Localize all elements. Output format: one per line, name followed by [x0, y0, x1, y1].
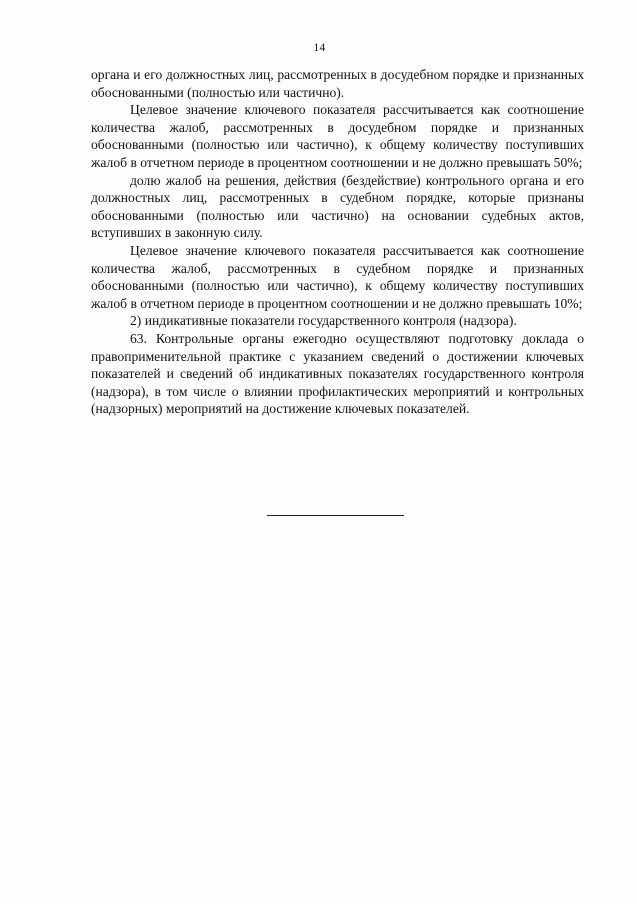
end-of-document-rule	[267, 515, 404, 516]
paragraph-indicative-indicators: 2) индикативные показатели государственного контроля (надзора).	[130, 313, 517, 329]
paragraph-target-value-pretrial: Целевое значение ключевого показателя рассчитывается как соотношение количества жалоб, рассмотренных в досудебном порядке и признанных обоснованными (полностью или частично), к общему количеству поступивших жалоб в отчетном периоде в процентном соотношении и не должно превышать 50%;	[91, 102, 584, 170]
paragraph-target-value-court: Целевое значение ключевого показателя рассчитывается как соотношение количества жалоб, рассмотренных в судебном порядке и признанных обоснованными (полностью или частично), к общему количеству поступивших жалоб в отчетном периоде в процентном соотношении и не должно превышать 10%;	[91, 242, 584, 311]
document-body	[91, 66, 584, 418]
paragraph-item-63: 63. Контрольные органы ежегодно осуществляют подготовку доклада о правоприменительной практике с указанием сведений о достижении ключевых показателей и сведений об индикативных показателях государственного контроля (надзора), в том числе о влиянии профилактических мероприятий и контрольных (надзорных) мероприятий на достижение ключевых показателей.	[91, 330, 584, 417]
paragraph-court-complaints-share: долю жалоб на решения, действия (бездействие) контрольного органа и его должностных лиц, рассмотренных в судебном порядке, которые признаны обоснованными (полностью или частично) на основании судебных актов, вступивших в законную силу.	[91, 172, 584, 241]
page-number: 14	[313, 42, 326, 54]
paragraph-continuation: органа и его должностных лиц, рассмотренных в досудебном порядке и признанных обоснованными (полностью или частично).	[91, 67, 584, 100]
